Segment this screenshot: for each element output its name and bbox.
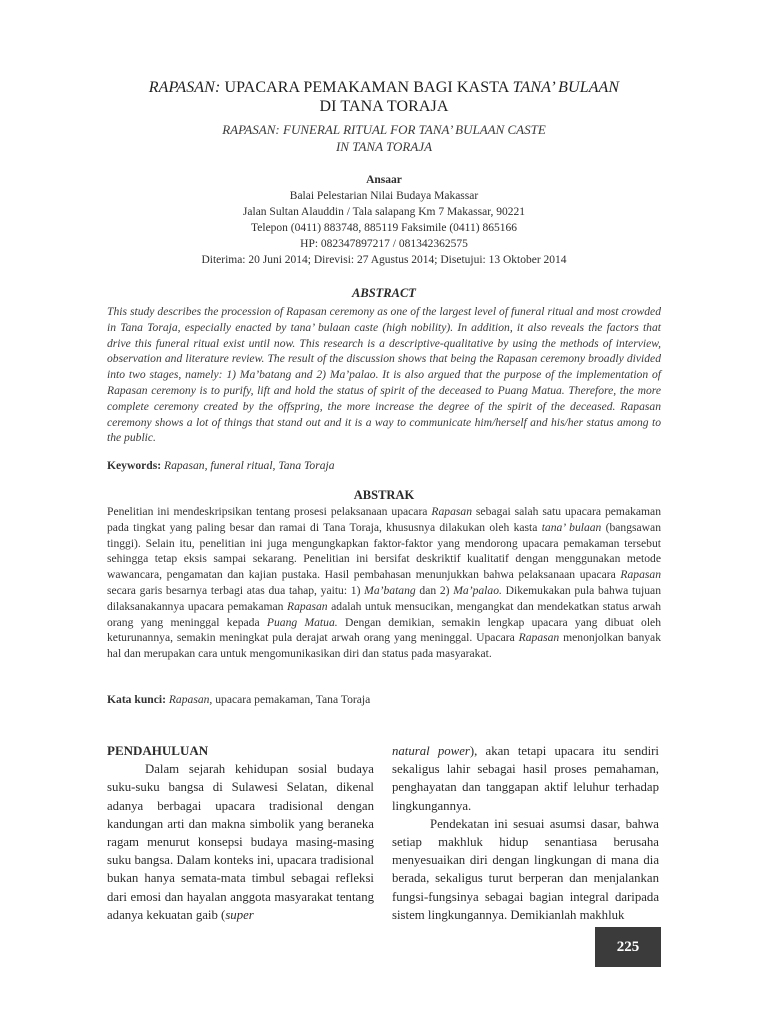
keywords-label: Keywords: [107,459,162,472]
author-hp: HP: 082347897217 / 081342362575 [300,238,468,250]
author-name: Ansaar [366,174,402,186]
page-number: 225 [595,927,661,967]
keywords [107,458,661,474]
body-paragraph: Dalam sejarah kehidupan sosial budaya suku-suku bangsa di Sulawesi Selatan, dikenal adanya berbagai upacara tradisional dengan kandungan arti dan makna simbolik yang beraneka ragam menurut konsepsi budaya masing-masing suku bangsa. Dalam konteks ini, upacara tradisional bukan hanya semata-mata timbul sebagai refleksi dari emosi dan hayalan anggota masyarakat tentang adanya kekuatan gaib (super [107,762,374,922]
kata-kunci: Kata kunci: Rapasan, upacara pemakaman, Tana Toraja [107,693,371,706]
abstract-heading: ABSTRACT [352,286,416,300]
abstrak-heading: ABSTRAK [353,488,415,502]
article-subtitle: RAPASAN: FUNERAL RITUAL FOR TANA’ BULAAN CASTE IN TANA TORAJA [222,122,546,154]
author-address: Jalan Sultan Alauddin / Tala salapang Km 7 Makassar, 90221 [242,206,526,218]
body-column-left [107,742,374,924]
body-paragraph-continued: natural power), akan tetapi upacara itu sendiri sekaligus lahir sebagai hasil proses pemahaman, penghayatan dan tanggapan aktif leluhur terhadap lingkungannya. [392,744,659,813]
body-column-right [392,742,659,924]
kata-kunci-label: Kata kunci: [107,693,166,706]
abstrak-text: Penelitian ini mendeskripsikan tentang prosesi pelaksanaan upacara Rapasan sebagai salah satu upacara pemakaman pada tingkat yang paling besar dan ramai di Tana Toraja, khususnya dilakukan oleh kasta tana’ bulaan (bangsawan tinggi). Selain itu, penelitian ini juga mengungkapkan faktor-faktor yang mendorong upacara pemakaman tersebut sehingga tetap eksis sampai sekarang. Penelitian ini bersifat deskriktif kualitatif dengan menggunakan metode wawancara, pengamatan dan kajian pustaka. Hasil pembahasan menunjukkan bahwa pelaksanaan upacara Rapasan secara garis besarnya terbagi atas dua tahap, yaitu: 1) Ma’batang dan 2) Ma’palao. Dikemukakan pula bahwa tujuan dilaksanakannya upacara pemakaman Rapasan adalah untuk mensucikan, mengangkat dan mendekatkan status arwah orang yang meninggal kepada Puang Matua. Dengan demikian, semakin lengkap upacara yang dibuat oleh keturunannya, semakin meningkat pula derajat arwah orang yang meninggal. Upacara Rapasan menonjolkan banyak hal dan merupakan cara untuk mengomunikasikan diri dan status pada masyarakat. [107,505,662,661]
author-institution: Balai Pelestarian Nilai Budaya Makassar [289,190,479,202]
body-paragraph: Pendekatan ini sesuai asumsi dasar, bahwa setiap makhluk hidup senantiasa berusaha menyesuaikan diri dengan lingkungan di mana dia berada, sekaligus turut berperan dan menjalankan fungsi-fungsinya sebagai bagian integral daripada sistem lingkungannya. Demikianlah makhluk [392,816,659,922]
abstract-text: This study describes the procession of Rapasan ceremony as one of the largest level of funeral ritual and most crowded in Tana Toraja, especially enacted by tana’ bulaan caste (high nobility). In addition, it also reveals the factors that drive this funeral ritual exist until now. This research is a descriptive-qualitative by using the methods of interview, observation and literature review. The result of the discussion shows that being the Rapasan ceremony broadly divided into two stages, namely: 1) Ma’batang and 2) Ma’palao. It is also argued that the purpose of the implementation of Rapasan ceremony is to purify, lift and hold the status of spirit of the deceased to Puang Matua. Therefore, the more complete ceremony created by the offspring, the more increase the degree of the spirit of the deceased. Rapasan ceremony shows a lot of things that stand out and it is a way to communicate him/herself and his/her status among to the public. [107,305,661,445]
submission-dates: Diterima: 20 Juni 2014; Direvisi: 27 Agustus 2014; Disetujui: 13 Oktober 2014 [201,254,567,266]
author-block [100,172,668,268]
section-heading: PENDAHULUAN [107,743,209,758]
author-phone: Telepon (0411) 883748, 885119 Faksimile (0411) 865166 [251,222,517,234]
keywords-value: Rapasan, funeral ritual, Tana Toraja [161,459,335,472]
article-title: RAPASAN: UPACARA PEMAKAMAN BAGI KASTA TANA’ BULAAN DI TANA TORAJA [148,79,620,115]
